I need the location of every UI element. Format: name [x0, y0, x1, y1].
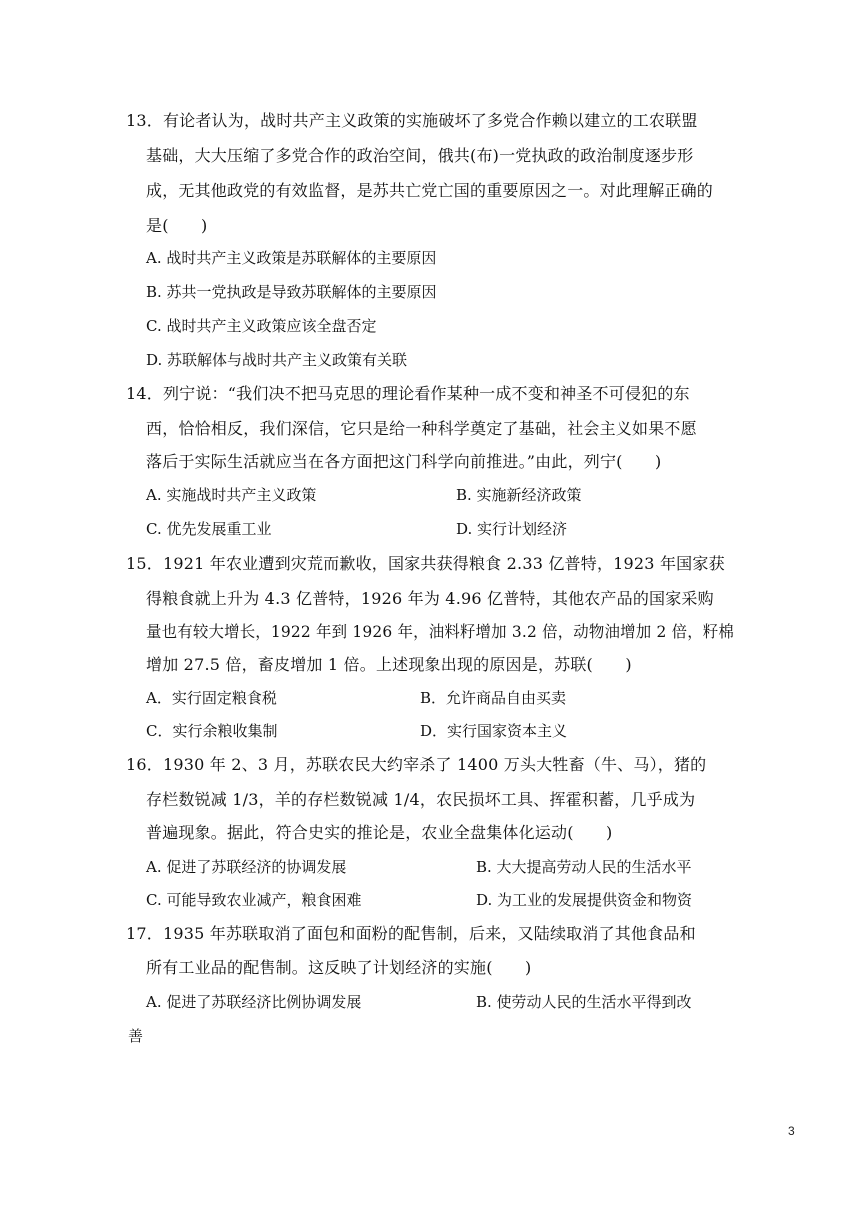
option-a: A. 战时共产主义政策是苏联解体的主要原因 — [146, 249, 437, 267]
option-a: A．实行固定粮食税 — [146, 689, 277, 707]
option-a: A. 实施战时共产主义政策 — [146, 486, 317, 504]
option-b: B. 实施新经济政策 — [456, 486, 582, 504]
question-stem-line: 成，无其他政党的有效监督，是苏共亡党亡国的重要原因之一。对此理解正确的 — [146, 181, 714, 200]
question-stem-line: 得粮食就上升为 4.3 亿普特，1926 年为 4.96 亿普特，其他农产品的国家采购 — [146, 589, 714, 608]
option-c: C．实行余粮收集制 — [146, 722, 278, 740]
question-stem-line: 基础，大大压缩了多党合作的政治空间，俄共(布)一党执政的政治制度逐步形 — [146, 146, 694, 165]
question-stem-line: 是( ) — [146, 216, 208, 235]
option-b: B. 苏共一党执政是导致苏联解体的主要原因 — [146, 283, 437, 301]
option-d: D．实行国家资本主义 — [420, 722, 568, 740]
page-number: 3 — [788, 1124, 795, 1138]
option-b-wrap: 善 — [128, 1027, 144, 1045]
question-stem-line: 13．有论者认为，战时共产主义政策的实施破坏了多党合作赖以建立的工农联盟 — [126, 111, 698, 130]
option-d: D. 实行计划经济 — [456, 520, 568, 538]
option-b: B. 大大提高劳动人民的生活水平 — [476, 858, 692, 876]
question-stem-line: 量也有较大增长，1922 年到 1926 年，油料籽增加 3.2 倍，动物油增加 2 倍，籽棉 — [146, 622, 735, 641]
option-a: A. 促进了苏联经济的协调发展 — [146, 858, 347, 876]
question-stem-line: 14．列宁说：“我们决不把马克思的理论看作某种一成不变和神圣不可侵犯的东 — [126, 384, 690, 403]
question-stem-line: 存栏数锐减 1/3，羊的存栏数锐减 1/4，农民损坏工具、挥霍积蓄，几乎成为 — [146, 790, 696, 809]
question-stem-line: 16．1930 年 2、3 月，苏联农民大约宰杀了 1400 万头大牲畜（牛、马），猪的 — [126, 755, 707, 774]
question-stem-line: 17．1935 年苏联取消了面包和面粉的配售制，后来，又陆续取消了其他食品和 — [126, 924, 696, 943]
question-stem-line: 落后于实际生活就应当在各方面把这门科学向前推进。”由此，列宁( ) — [146, 452, 662, 471]
option-b: B．允许商品自由买卖 — [420, 689, 567, 707]
question-stem-line: 普遍现象。据此，符合史实的推论是，农业全盘集体化运动( ) — [146, 823, 613, 842]
option-d: D. 苏联解体与战时共产主义政策有关联 — [146, 351, 408, 369]
option-c: C. 可能导致农业减产，粮食困难 — [146, 891, 362, 909]
question-stem-line: 所有工业品的配售制。这反映了计划经济的实施( ) — [146, 958, 532, 977]
question-stem-line: 15．1921 年农业遭到灾荒而歉收，国家共获得粮食 2.33 亿普特，1923 年国家获 — [126, 554, 725, 573]
question-stem-line: 增加 27.5 倍，畜皮增加 1 倍。上述现象出现的原因是，苏联( ) — [146, 655, 632, 674]
option-b: B. 使劳动人民的生活水平得到改 — [476, 993, 692, 1011]
question-stem-line: 西，恰恰相反，我们深信，它只是给一种科学奠定了基础，社会主义如果不愿 — [146, 419, 697, 438]
option-c: C. 战时共产主义政策应该全盘否定 — [146, 317, 377, 335]
option-a: A. 促进了苏联经济比例协调发展 — [146, 993, 362, 1011]
option-c: C. 优先发展重工业 — [146, 520, 272, 538]
option-d: D. 为工业的发展提供资金和物资 — [476, 891, 693, 909]
